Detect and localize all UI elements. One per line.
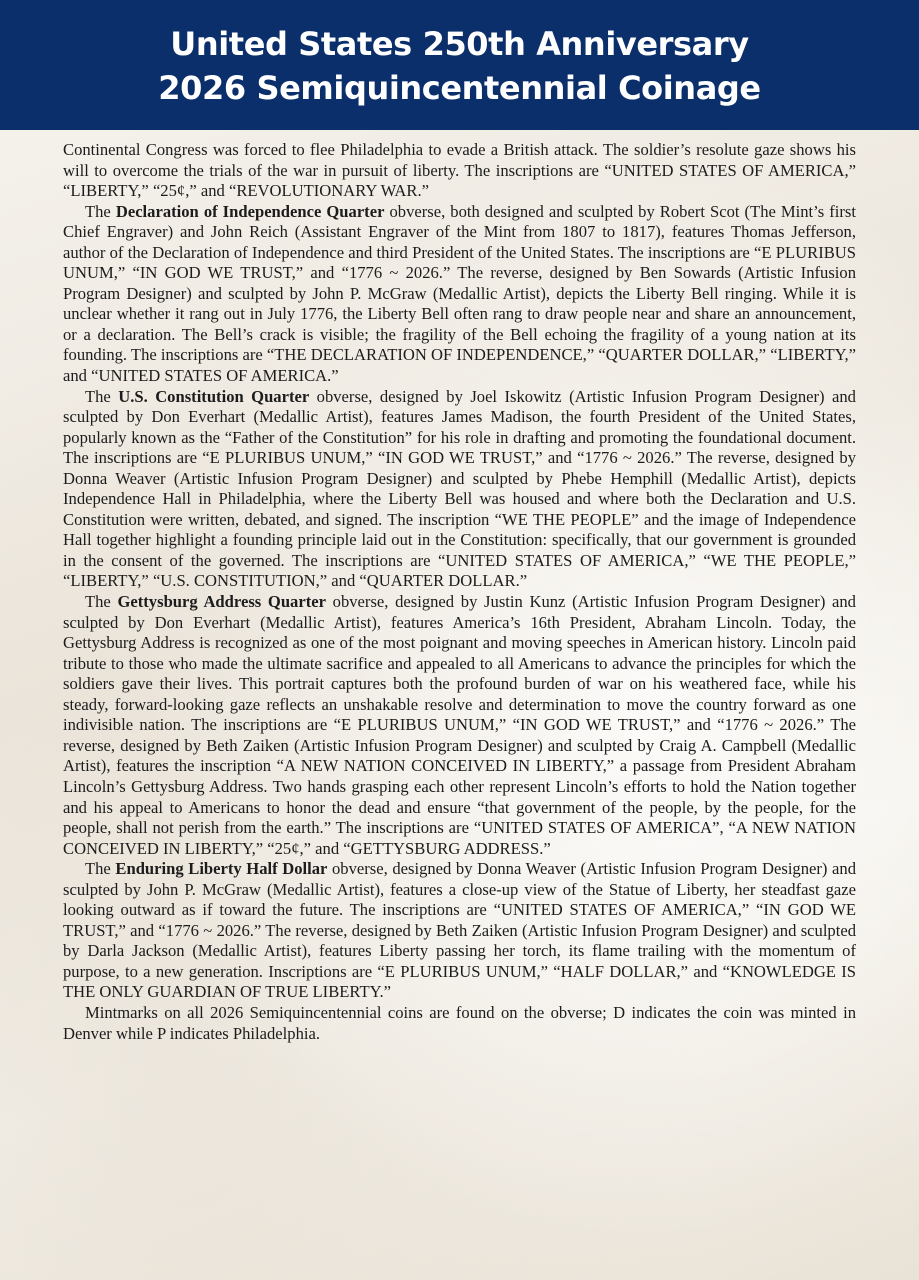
coin-name: Enduring Liberty Half Dollar <box>115 859 328 879</box>
paragraph-constitution-quarter <box>63 387 856 592</box>
paragraph-gettysburg-quarter <box>63 592 856 859</box>
paragraph-text: obverse, designed by Justin Kunz (Artistic Infusion Program Designer) and sculpted by Don Everhart (Medallic Artist), features America’s 16th President, Abraham Lincoln. Today, the Gettysburg Address is recognized as one of the most poignant and moving speeches in American history. Lincoln paid tribute to those who made the ultimate sacrifice and appealed to all Americans to advance the principles for which the soldiers gave their lives. This portrait captures both the profound burden of war on his weathered face, while his steady, forward-looking gaze reflects an unshakable resolve and determination to move the country forward as one indivisible nation. The inscriptions are “E PLURIBUS UNUM,” “IN GOD WE TRUST,” and “1776 ~ 2026.” The reverse, designed by Beth Zaiken (Artistic Infusion Program Designer) and sculpted by Craig A. Campbell (Medallic Artist), features the inscription “A NEW NATION CONCEIVED IN LIBERTY,” a passage from President Abraham Lincoln’s Gettysburg Address. Two hands grasping each other represent Lincoln’s efforts to hold the Nation together and his appeal to Americans to honor the dead and ensure “that government of the people, by the people, for the people, shall not perish from the earth.” The inscriptions are “UNITED STATES OF AMERICA”, “A NEW NATION CONCEIVED IN LIBERTY,” “25¢,” and “GETTYSBURG ADDRESS.” <box>63 592 856 858</box>
coin-name: U.S. Constitution Quarter <box>118 386 310 406</box>
page-title-line-1: United States 250th Anniversary <box>170 25 749 63</box>
paragraph-text: Continental Congress was forced to flee Philadelphia to evade a British attack. The soldier’s resolute gaze shows his will to overcome the trials of the war in pursuit of liberty. The inscriptions are “UNITED STATES OF AMERICA,” “LIBERTY,” “25¢,” and “REVOLUTIONARY WAR.” <box>63 140 856 201</box>
paragraph-article: The <box>85 386 119 406</box>
article-body <box>63 140 856 1044</box>
paragraph-half-dollar <box>63 859 856 1003</box>
paragraph-text: Mintmarks on all 2026 Semiquincentennial coins are found on the obverse; D indicates the coin was minted in Denver while P indicates Philadelphia. <box>63 1002 856 1043</box>
paragraph-article: The <box>85 859 116 879</box>
paragraph-declaration-quarter <box>63 202 856 387</box>
coin-name: Declaration of Independence Quarter <box>115 201 385 221</box>
paragraph-continuation <box>63 140 856 202</box>
paragraph-text: obverse, designed by Joel Iskowitz (Artistic Infusion Program Designer) and sculpted by Don Everhart (Medallic Artist), features James Madison, the fourth President of the United States, popularly known as the “Father of the Constitution” for his role in drafting and promoting the foundational document. The inscriptions are “E PLURIBUS UNUM,” “IN GOD WE TRUST,” and “1776 ~ 2026.” The reverse, designed by Donna Weaver (Artistic Infusion Program Designer) and sculpted by Phebe Hemphill (Medallic Artist), depicts Independence Hall in Philadelphia, where the Liberty Bell was housed and where both the Declaration and U.S. Constitution were written, debated, and signed. The inscription “WE THE PEOPLE” and the image of Independence Hall together highlight a founding principle laid out in the Constitution: specifically, that our government is grounded in the consent of the governed. The inscriptions are “UNITED STATES OF AMERICA,” “WE THE PEOPLE,” “LIBERTY,” “U.S. CONSTITUTION,” and “QUARTER DOLLAR.” <box>63 386 856 591</box>
page-header <box>0 0 919 130</box>
paragraph-article: The <box>85 592 118 612</box>
paragraph-text: obverse, both designed and sculpted by Robert Scot (The Mint’s first Chief Engraver) and John Reich (Assistant Engraver of the Mint from 1807 to 1817), features Thomas Jefferson, author of the Declaration of Independence and third President of the United States. The inscriptions are “E PLURIBUS UNUM,” “IN GOD WE TRUST,” and “1776 ~ 2026.” The reverse, designed by Ben Sowards (Artistic Infusion Program Designer) and sculpted by John P. McGraw (Medallic Artist), depicts the Liberty Bell ringing. While it is unclear whether it rang out in July 1776, the Liberty Bell often rang to draw people near and share an announcement, or a declaration. The Bell’s crack is visible; the fragility of the Bell echoing the fragility of a young nation at its founding. The inscriptions are “THE DECLARATION OF INDEPENDENCE,” “QUARTER DOLLAR,” “LIBERTY,” and “UNITED STATES OF AMERICA.” <box>63 201 857 386</box>
paragraph-mintmarks <box>63 1003 856 1044</box>
paragraph-article: The <box>85 201 116 221</box>
coin-name: Gettysburg Address Quarter <box>117 592 326 612</box>
page-title-line-2: 2026 Semiquincentennial Coinage <box>158 69 761 107</box>
paragraph-text: obverse, designed by Donna Weaver (Artistic Infusion Program Designer) and sculpted by John P. McGraw (Medallic Artist), features a close-up view of the Statue of Liberty, her steadfast gaze looking outward as if toward the future. The inscriptions are “UNITED STATES OF AMERICA,” “IN GOD WE TRUST,” and “1776 ~ 2026.” The reverse, designed by Beth Zaiken (Artistic Infusion Program Designer) and sculpted by Darla Jackson (Medallic Artist), features Liberty passing her torch, its flame trailing with the momentum of purpose, to a new generation. Inscriptions are “E PLURIBUS UNUM,” “HALF DOLLAR,” and “KNOWLEDGE IS THE ONLY GUARDIAN OF TRUE LIBERTY.” <box>63 859 856 1002</box>
